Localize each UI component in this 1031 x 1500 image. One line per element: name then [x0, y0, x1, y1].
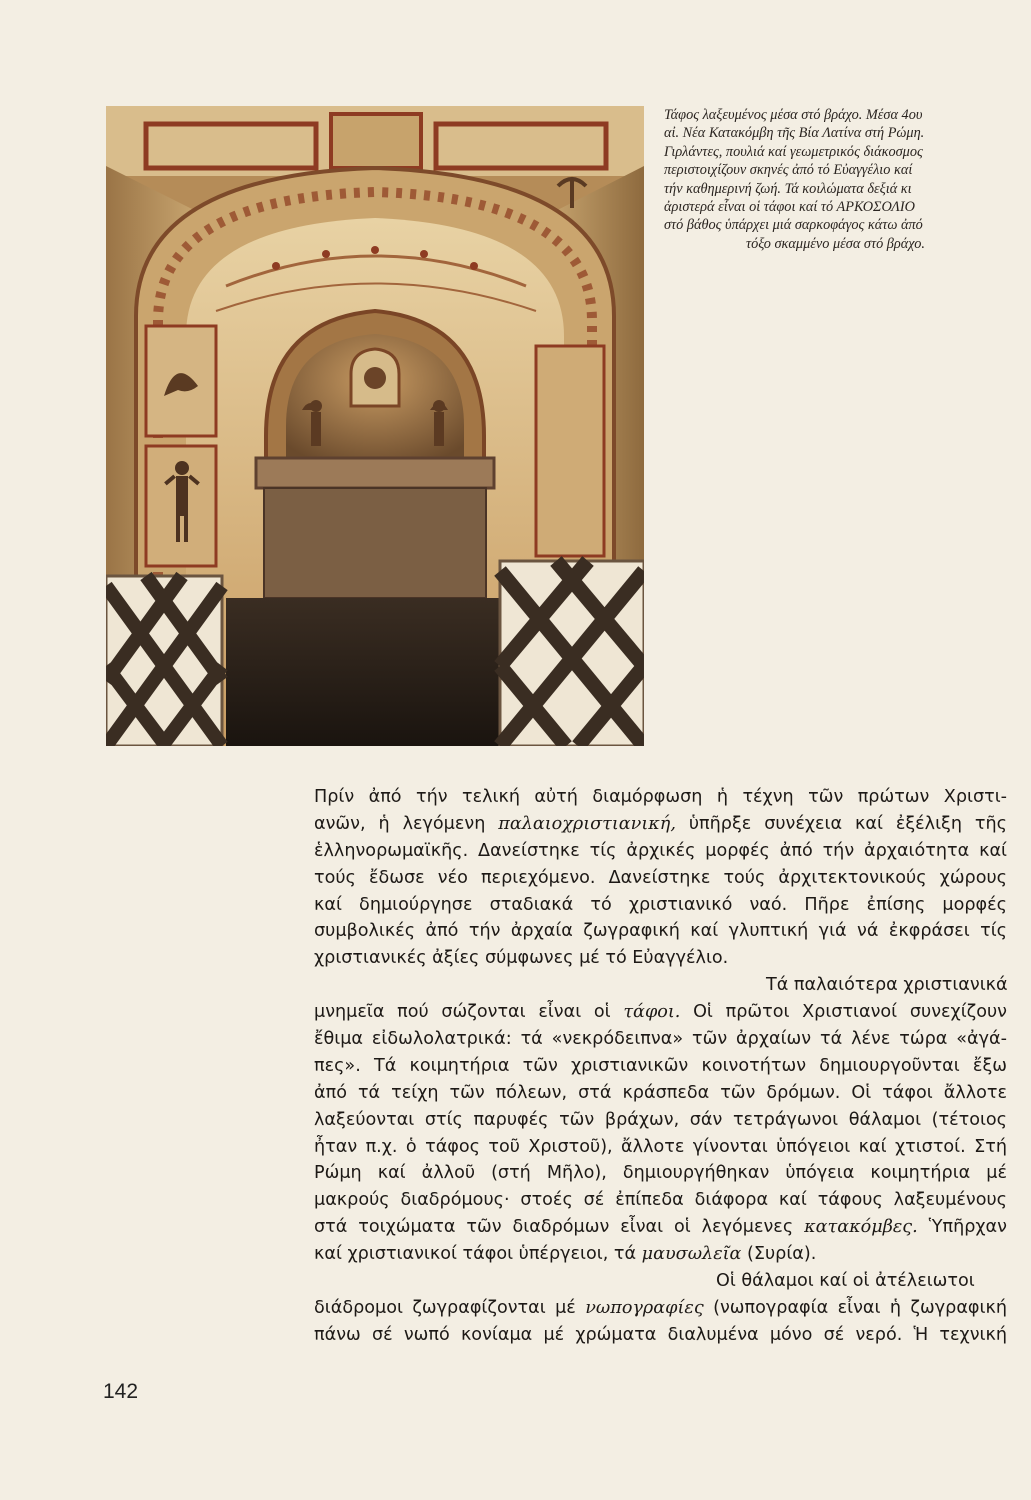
term-nopografies: νωπογραφίες	[585, 1297, 704, 1318]
term-tafoi: τάφοι.	[623, 1002, 681, 1023]
text-line: ανῶν, ἡ λεγόμενη παλαιοχριστιανική, ὑπῆρξε συνέχεια καί ἐξέλιξη τῆς	[314, 813, 1007, 834]
caption-line: αἰ. Νέα Κατακόμβη τῆς Βία Λατίνα στή Ρώμη.	[664, 125, 925, 142]
term-palaiochristianiki: παλαιοχριστιανική,	[498, 813, 676, 834]
text-line: τούς ἔδωσε νέο περιεχόμενο. Δανείστηκε τούς ἀρχιτεκτονικούς χώρους	[314, 867, 1007, 888]
text-line: πάνω σέ νωπό κονίαμα μέ χρώματα διαλυμένα μόνο σέ νερό. Ἡ τεχνική	[314, 1324, 1007, 1345]
text-line: συμβολικές ἀπό τήν ἀρχαία ζωγραφική καί γλυπτική γιά νά ἐκφράσει τίς	[314, 921, 1007, 942]
text-line: καί δημιούργησε σταδιακά τό χριστιανικό ναό. Πῆρε ἐπίσης μορφές	[314, 894, 1007, 915]
text-line: μακρούς διαδρόμους· στοές σέ ἐπίπεδα διάφορα καί τάφους λαξευμένους	[314, 1190, 1007, 1211]
term-katakomves: κατακόμβες.	[804, 1217, 918, 1238]
text-line: διάδρομοι ζωγραφίζονται μέ νωπογραφίες (νωπογραφία εἶναι ἡ ζωγραφική	[314, 1297, 1007, 1318]
figure-caption	[664, 106, 1000, 253]
caption-line: τήν καθημερινή ζωή. Τά κοιλώματα δεξιά κι	[664, 180, 912, 197]
sarcophagus-lid	[256, 458, 494, 488]
lattice-screen-right	[500, 561, 644, 746]
caption-line: Γιρλάντες, πουλιά καί γεωμετρικός διάκοσμος	[664, 143, 923, 160]
caption-line: ἀριστερά εἶναι οἱ τάφοι καί τό ΑΡΚΟΣΟΛΙΟ	[664, 199, 915, 216]
right-panel	[536, 346, 604, 556]
body-text	[314, 784, 1007, 1349]
text-line: πες». Τά κοιμητήρια τῶν χριστιανικῶν κοινοτήτων δημιουργοῦνται ἔξω	[314, 1055, 1007, 1076]
lattice-screen-left	[106, 576, 222, 746]
text-line: μνημεῖα πού σώζονται εἶναι οἱ τάφοι. Οἱ πρῶτοι Χριστιανοί συνεχίζουν	[314, 1002, 1007, 1023]
text-line: Ρώμη καί ἀλλοῦ (στή Μῆλο), δημιουργήθηκαν ὑπόγεια κοιμητήρια μέ	[314, 1163, 1007, 1184]
caption-line: στό βάθος ὑπάρχει μιά σαρκοφάγος κάτω ἀπό	[664, 217, 923, 234]
text-line: καί χριστιανικοί τάφοι ὑπέργειοι, τά μαυσωλεῖα (Συρία).	[314, 1244, 817, 1265]
text-line: χριστιανικές ἀξίες σύμφωνες μέ τό Εὐαγγέλιο.	[314, 948, 729, 969]
text-line: ἀπό τά τείχη τῶν πόλεων, στά κράσπεδα τῶν δρόμων. Οἱ τάφοι ἄλλοτε	[314, 1082, 1007, 1103]
caption-line: περιστοιχίζουν σκηνές ἀπό τό Εὐαγγέλιο καί	[664, 162, 913, 179]
catacomb-photograph	[106, 106, 644, 746]
text-line: ἑλληνορωμαϊκῆς. Δανείστηκε τίς ἀρχικές μορφές ἀπό τήν ἀρχαιότητα καί	[314, 840, 1007, 861]
term-mafsoleia: μαυσωλεῖα	[641, 1244, 742, 1265]
paragraph-start: Τά παλαιότερα χριστιανικά	[766, 975, 1008, 996]
text-line: λαξεύονται στίς παρυφές τῶν βράχων, σάν τετράγωνοι θάλαμοι (τέτοιος	[314, 1109, 1007, 1130]
text-line: ἔθιμα εἰδωλολατρικά: τά «νεκρόδειπνα» τῶν ἀρχαίων τά λένε τώρα «ἀγά-	[314, 1029, 1007, 1050]
text-line: Πρίν ἀπό τήν τελική αὐτή διαμόρφωση ἡ τέχνη τῶν πρώτων Χριστι-	[314, 787, 1007, 807]
caption-line: τόξο σκαμμένο μέσα στό βράχο.	[746, 235, 926, 252]
catacomb-illustration	[106, 106, 644, 746]
paragraph-start: Οἱ θάλαμοι καί οἱ ἀτέλειωτοι	[716, 1271, 975, 1292]
page-number: 142	[103, 1380, 139, 1403]
caption-line: Τάφος λαξευμένος μέσα στό βράχο. Μέσα 4ου	[664, 107, 923, 123]
text-line: ἦταν π.χ. ὁ τάφος τοῦ Χριστοῦ), ἄλλοτε γίνονται ὑπόγειοι καί χτιστοί. Στή	[314, 1136, 1007, 1157]
text-line: στά τοιχώματα τῶν διαδρόμων εἶναι οἱ λεγόμενες κατακόμβες. Ὑπῆρχαν	[314, 1217, 1007, 1238]
sarcophagus	[264, 488, 486, 598]
